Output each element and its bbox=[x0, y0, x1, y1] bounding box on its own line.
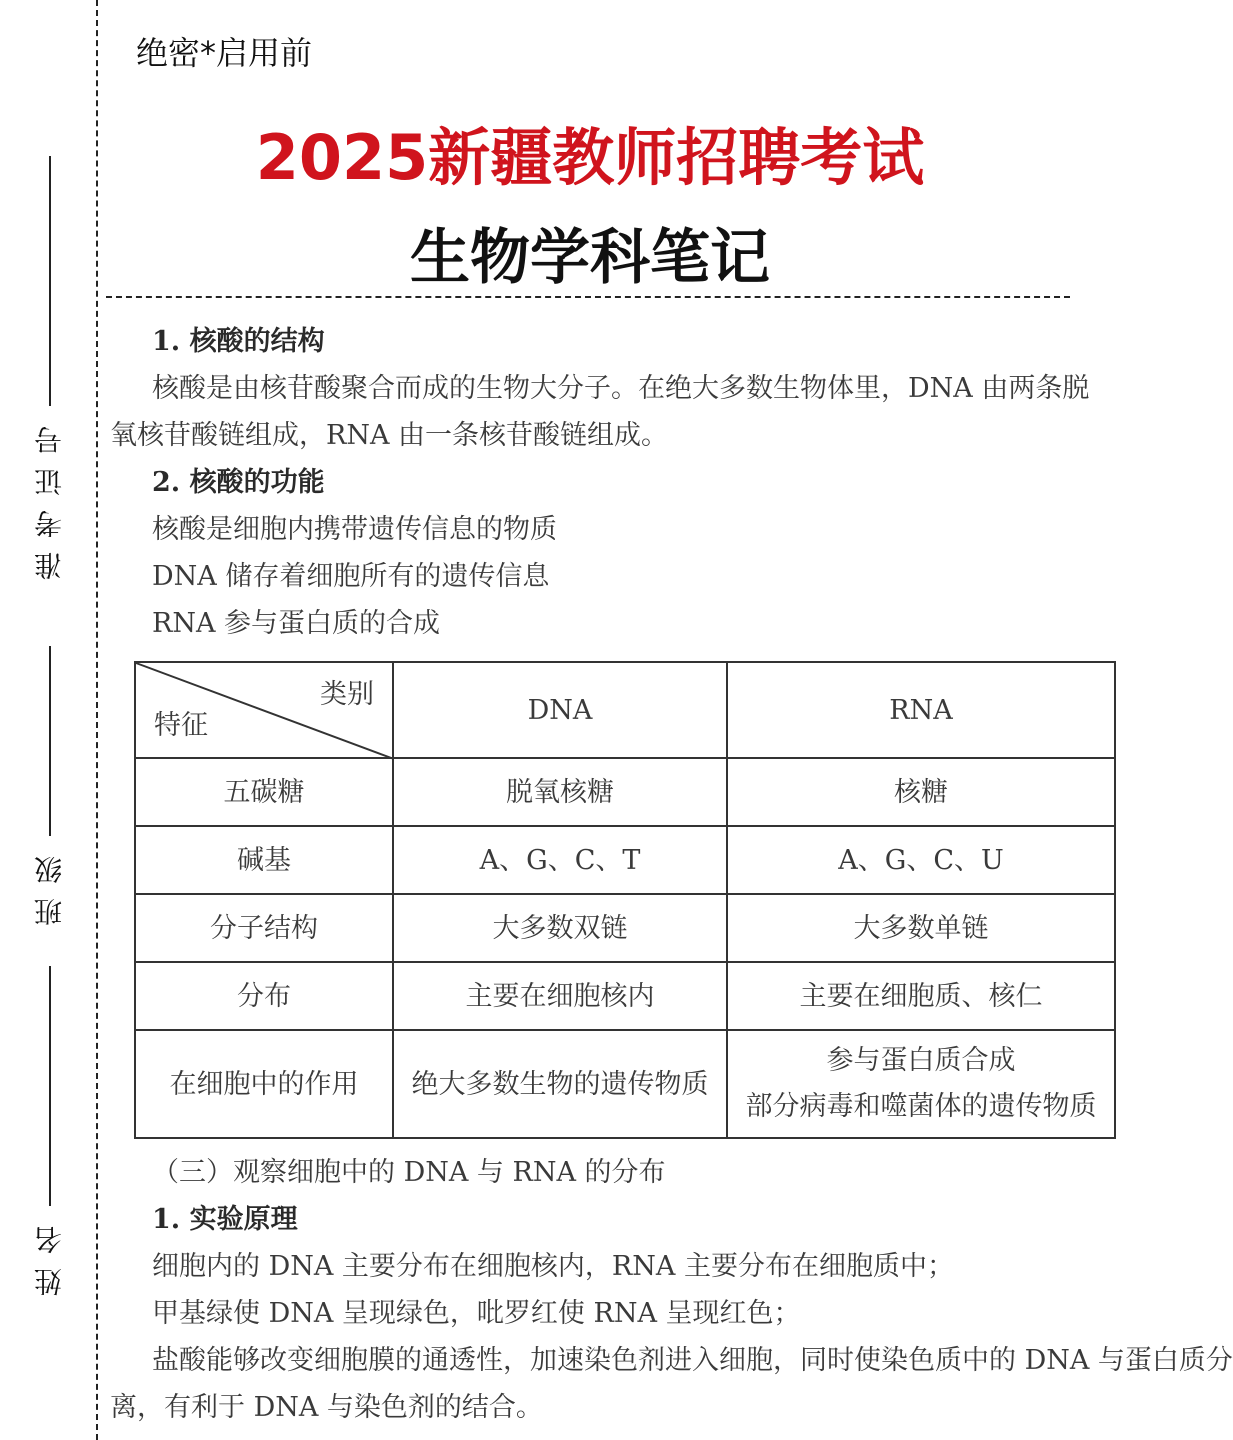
rna-cell: 核糖 bbox=[727, 758, 1115, 826]
dna-cell: A、G、C、T bbox=[393, 826, 727, 894]
table-corner-cell bbox=[135, 662, 393, 758]
secret-label: 绝密*启用前 bbox=[136, 34, 313, 72]
name-field bbox=[30, 960, 70, 1296]
table-row bbox=[135, 758, 1115, 826]
dna-cell: 主要在细胞核内 bbox=[393, 962, 727, 1030]
paragraph-line: 离，有利于 DNA 与染色剂的结合。 bbox=[110, 1392, 543, 1423]
paragraph-line: 核酸是细胞内携带遗传信息的物质 bbox=[152, 514, 557, 545]
table-header-row bbox=[135, 662, 1115, 758]
column-header-dna: DNA bbox=[393, 662, 727, 758]
paragraph-line: RNA 参与蛋白质的合成 bbox=[152, 608, 441, 639]
column-header-rna: RNA bbox=[727, 662, 1115, 758]
name-rule bbox=[49, 966, 51, 1206]
rna-cell: 大多数单链 bbox=[727, 894, 1115, 962]
paragraph-line: 盐酸能够改变细胞膜的通透性，加速染色剂进入细胞，同时使染色质中的 DNA 与蛋白质分 bbox=[152, 1345, 1233, 1376]
exam-number-rule bbox=[49, 156, 51, 406]
paragraph-line: 氧核苷酸链组成，RNA 由一条核苷酸链组成。 bbox=[110, 420, 669, 451]
paragraph-line: 核酸是由核苷酸聚合而成的生物大分子。在绝大多数生物体里，DNA 由两条脱 bbox=[152, 373, 1090, 404]
section-heading-structure: 1. 核酸的结构 bbox=[152, 326, 325, 357]
rna-role-line: 参与蛋白质合成 bbox=[826, 1045, 1016, 1076]
feature-cell: 五碳糖 bbox=[135, 758, 393, 826]
section-heading-function: 2. 核酸的功能 bbox=[152, 467, 325, 498]
paragraph-line: 甲基绿使 DNA 呈现绿色，吡罗红使 RNA 呈现红色； bbox=[152, 1298, 801, 1329]
binding-dashed-line bbox=[96, 0, 98, 1440]
feature-cell: 分布 bbox=[135, 962, 393, 1030]
rna-cell: A、G、C、U bbox=[727, 826, 1115, 894]
class-field bbox=[30, 640, 70, 926]
experiment-section-title: （三）观察细胞中的 DNA 与 RNA 的分布 bbox=[152, 1157, 666, 1188]
table-row bbox=[135, 826, 1115, 894]
feature-cell: 碱基 bbox=[135, 826, 393, 894]
table-row bbox=[135, 894, 1115, 962]
notes-content bbox=[110, 318, 1233, 1431]
corner-label-feature: 特征 bbox=[154, 710, 208, 741]
rna-role-line: 部分病毒和噬菌体的遗传物质 bbox=[745, 1091, 1097, 1122]
page-subtitle: 生物学科笔记 bbox=[410, 223, 770, 293]
table-row bbox=[135, 1030, 1115, 1138]
experiment-heading: 1. 实验原理 bbox=[152, 1204, 298, 1235]
exam-number-field bbox=[30, 150, 70, 580]
header-divider bbox=[106, 296, 1070, 298]
table-row bbox=[135, 962, 1115, 1030]
exam-number-label: 准考证号 bbox=[33, 412, 66, 580]
page-title: 2025新疆教师招聘考试 bbox=[255, 121, 925, 194]
class-label: 班级 bbox=[33, 842, 66, 926]
dna-cell: 大多数双链 bbox=[393, 894, 727, 962]
dna-cell: 绝大多数生物的遗传物质 bbox=[393, 1030, 727, 1138]
paragraph-line: 细胞内的 DNA 主要分布在细胞核内，RNA 主要分布在细胞质中； bbox=[152, 1251, 954, 1282]
corner-label-category: 类别 bbox=[320, 679, 374, 710]
paragraph-line: DNA 储存着细胞所有的遗传信息 bbox=[152, 561, 550, 592]
class-rule bbox=[49, 646, 51, 836]
rna-cell bbox=[727, 1030, 1115, 1138]
feature-cell: 分子结构 bbox=[135, 894, 393, 962]
dna-cell: 脱氧核糖 bbox=[393, 758, 727, 826]
dna-rna-comparison-table bbox=[134, 661, 1116, 1139]
rna-cell: 主要在细胞质、核仁 bbox=[727, 962, 1115, 1030]
name-label: 姓名 bbox=[33, 1212, 66, 1296]
feature-cell: 在细胞中的作用 bbox=[135, 1030, 393, 1138]
